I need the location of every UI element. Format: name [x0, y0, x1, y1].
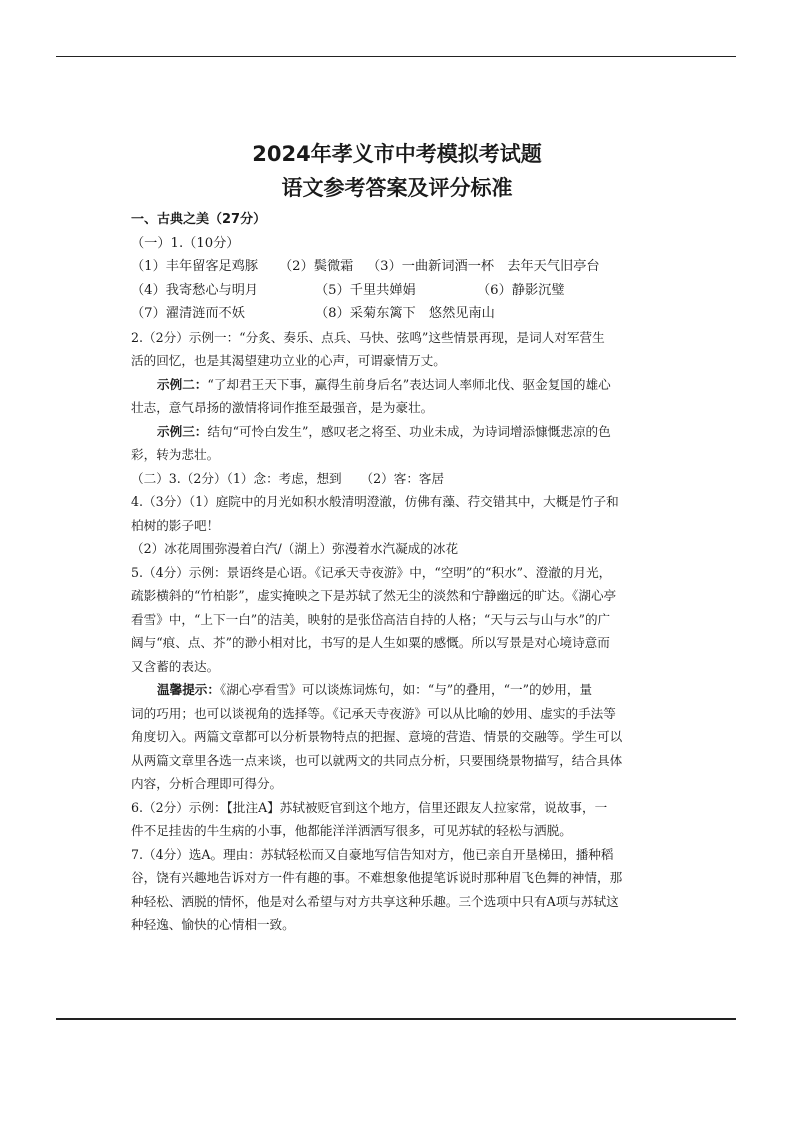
q5-line-1: [131, 561, 667, 585]
bottom-rule: [56, 1018, 736, 1020]
example-text: “了却君王天下事，赢得生前身后名”表达词人率师北伐、驱金复国的雄心: [207, 376, 611, 392]
q1-answer-5: （5）千里共婵娟: [315, 282, 416, 298]
q7-line-2: 谷，饶有兴趣地告诉对方一件有趣的事。不难想象他提笔诉说时那种眉飞色舞的神情，那: [131, 870, 623, 885]
q6-line-1: 6.（2分）示例：【批注A】苏轼被贬官到这个地方，信里还跟友人拉家常，说故事，一: [131, 799, 608, 815]
q5-text: 景语终是心语。《记承天寺夜游》中，“空明”的“积水”、澄澈的月光，: [226, 564, 612, 580]
example-label: 示例三：: [157, 423, 208, 439]
q5-line-3: 看雪》中，“上下一白”的洁美，映射的是张岱高洁自持的人格；“天与云与山与水”的广: [131, 611, 611, 627]
section-heading: 一、古典之美（27分）: [131, 212, 267, 227]
q5-tip-line-4: 从两篇文章里各选一点来谈，也可以就两文的共同点分析，只要围绕景物描写，结合具体: [131, 752, 623, 768]
q5-line-4: 阔与“痕、点、芥”的渺小相对比，书写的是人生如粟的感慨。所以写景是对心境诗意而: [131, 635, 610, 650]
q1-answer-6: （6）静影沉璧: [477, 282, 565, 298]
page-title: 2024年孝义市中考模拟考试题: [252, 142, 542, 166]
q7-line-1: 7.（4分）选A。理由：苏轼轻松而又自豪地写信告知对方，他已亲自开垦梯田，播种稻: [131, 846, 614, 862]
q6-line-2: 件不足挂齿的牛生病的小事，他都能洋洋洒洒写很多，可见苏轼的轻松与洒脱。: [131, 823, 572, 838]
q2-example-3-cont: 彩，转为悲壮。: [131, 447, 220, 462]
q1-answer-8: （8）采菊东篱下 悠然见南山: [315, 306, 495, 321]
q1-row-2: [131, 279, 667, 303]
q2-example-2: [131, 373, 667, 397]
q2-line-2: 活的回忆，也是其渴望建功立业的心声，可谓豪情万丈。: [131, 353, 446, 368]
tip-label: 温馨提示：: [157, 682, 220, 697]
q1-answer-7: （7）濯清涟而不妖: [131, 306, 245, 321]
q1-row-1: [131, 255, 667, 279]
page-subtitle: 语文参考答案及评分标准: [281, 176, 513, 200]
q2-line-1: 2.（2分）示例一：“分炙、奏乐、点兵、马快、弦鸣”这些情景再现，是词人对军营生: [131, 329, 605, 345]
answer-content: [131, 208, 667, 937]
q1-answer-1: （1）丰年留客足鸡豚: [131, 259, 259, 274]
q7-line-3: 种轻松、洒脱的情怀，他是对么希望与对方共享这种乐趣。三个选项中只有A项与苏轼这: [131, 893, 619, 909]
q5-tip-line-1: [131, 678, 667, 702]
q5-tip-line-3: 角度切入。两篇文章都可以分析景物特点的把握、意境的营造、情景的交融等。学生可以: [131, 729, 623, 744]
top-rule: [56, 56, 736, 57]
q7-line-4: 种轻逸、愉快的心情相一致。: [131, 917, 295, 932]
q1-row-3: [131, 302, 667, 326]
example-label: 示例二：: [157, 376, 208, 392]
q2-example-2-cont: 壮志，意气昂扬的激情将词作推至最强音，是为豪壮。: [131, 400, 434, 415]
q1-heading: （一）1.（10分）: [131, 235, 240, 251]
q3-line: （二）3.（2分）（1）念：考虑，想到 （2）客：客居: [131, 470, 445, 486]
q5-tip-line-2: 词的巧用；也可以谈视角的选择等。《记承天寺夜游》可以从比喻的妙用、虚实的手法等: [131, 705, 616, 721]
q1-answer-4: （4）我寄愁心与明月: [131, 282, 259, 298]
q5-tip-line-5: 内容，分析合理即可得分。: [131, 776, 283, 791]
example-text: 结句“可怜白发生”，感叹老之将至、功业未成，为诗词增添慷慨悲凉的色: [207, 423, 611, 439]
q5-line-2: 疏影横斜的“竹柏影”，虚实掩映之下是苏轼了然无尘的淡然和宁静幽远的旷达。《湖心亭: [131, 588, 617, 603]
q4-line-1: 4.（3分）（1）庭院中的月光如积水般清明澄澈，仿佛有藻、荇交错其中，大概是竹子和: [131, 494, 619, 509]
q2-example-3: [131, 420, 667, 444]
q1-answer-3: （3）一曲新词酒一杯 去年天气旧亭台: [367, 259, 600, 274]
q5-label: 5.（4分）示例：: [131, 564, 227, 580]
tip-text: 《湖心亭看雪》可以谈炼词炼句，如：“与”的叠用，“一”的妙用，量: [219, 682, 593, 697]
q5-line-5: 又含蓄的表达。: [131, 658, 220, 674]
q4-line-3: （2）冰花周围弥漫着白汽/（湖上）弥漫着水汽凝成的冰花: [131, 541, 459, 556]
q1-answer-2: （2）鬓微霜: [279, 259, 354, 274]
q4-line-2: 柏树的影子吧！: [131, 517, 220, 533]
